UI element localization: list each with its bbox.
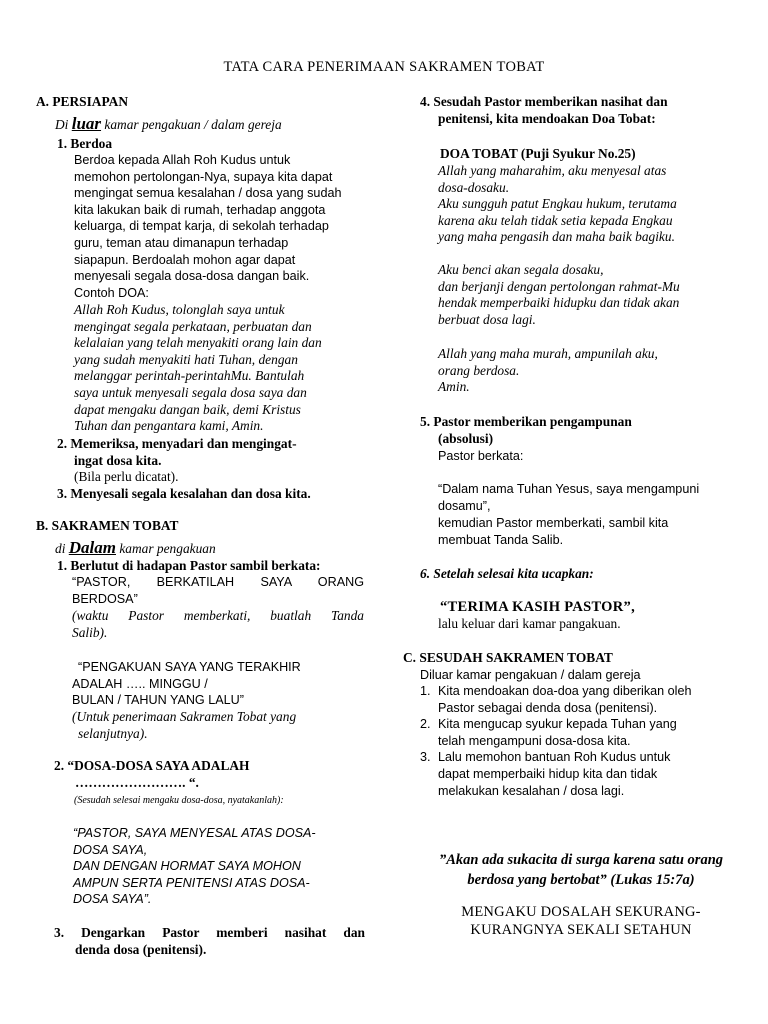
item-b6-quote: “TERIMA KASIH PASTOR”, [440, 599, 636, 615]
item-a3-heading: 3. Menyesali segala kesalahan dan dosa kita. [57, 486, 311, 501]
item-b1-note2: (Untuk penerimaan Sakramen Tobat yang selanjutnya). [72, 709, 297, 741]
item-a2-note: (Bila perlu dicatat). [74, 469, 179, 484]
section-a-heading: A. PERSIAPAN [36, 94, 129, 109]
item-b5-quote: “Dalam nama Tuhan Yesus, saya mengampuni dosamu”, [438, 482, 700, 513]
section-c-list [420, 683, 691, 799]
item-a2-heading: 2. Memeriksa, menyadari dan mengingat- ingat dosa kita. [57, 436, 297, 468]
item-b4-heading: 4. Sesudah Pastor memberikan nasihat dan penitensi, kita mendoakan Doa Tobat: [420, 94, 668, 126]
closing-statement: MENGAKU DOSALAH SEKURANG- KURANGNYA SEKALI SETAHUN [461, 904, 701, 938]
item-a1-text: Berdoa kepada Allah Roh Kudus untuk memohon pertolongan-Nya, supaya kita dapat mengingat semua kesalahan / dosa yang sudah kita lakukan baik di rumah, terhadap anggota keluarga, di tempat karja, di sekolah terhadap guru, teman atau dimanapun terhadap siapapun. Berdoalah mohon agar dapat menyesali segala dosa-dosa dangan baik. Contoh DOA: [74, 153, 342, 300]
section-c-subheading: Diluar kamar pengakuan / dalam gereja [420, 668, 641, 682]
section-c-heading: C. SESUDAH SAKRAMEN TOBAT [403, 650, 613, 665]
section-b-heading: B. SAKRAMEN TOBAT [36, 518, 179, 533]
item-b1-heading: 1. Berlutut di hadapan Pastor sambil berkata: [57, 558, 321, 573]
item-b1-quote: “PASTOR, BERKATILAH SAYA ORANG BERDOSA” [72, 575, 364, 606]
item-b1-quote2: “PENGAKUAN SAYA YANG TERAKHIR ADALAH ….. MINGGU / BULAN / TAHUN YANG LALU” [72, 660, 301, 708]
doa-tobat-title: DOA TOBAT (Puji Syukur No.25) [440, 146, 636, 161]
section-b-subheading: di Dalam kamar pengakuan [55, 538, 216, 557]
item-b1-note: (waktu Pastor memberkati, buatlah Tanda Salib). [72, 608, 364, 640]
doa-tobat-paragraph-3: Allah yang maha murah, ampunilah aku, orang berdosa. Amin. [438, 346, 658, 395]
item-b2-quote: “PASTOR, SAYA MENYESAL ATAS DOSA- DOSA SAYA, DAN DENGAN HORMAT SAYA MOHON AMPUN SERTA PENITENSI ATAS DOSA- DOSA SAYA”. [73, 826, 316, 907]
item-b5-text: Pastor berkata: [438, 449, 524, 463]
list-item: 1. Kita mendoakan doa-doa yang diberikan oleh Pastor sebagai denda dosa (penitensi). [420, 684, 692, 715]
item-b2-heading: 2. “DOSA-DOSA SAYA ADALAH ……………………. “. [54, 758, 250, 790]
doa-tobat-paragraph-2: Aku benci akan segala dosaku, dan berjanji dengan pertolongan rahmat-Mu hendak memperbaiki hidupku dan tidak akan berbuat dosa lagi. [438, 262, 680, 327]
item-b3-heading: 3. Dengarkan Pastor memberi nasihat dan denda dosa (penitensi). [54, 925, 365, 957]
item-b6-heading: 6. Setelah selesai kita ucapkan: [420, 566, 594, 581]
section-a-subheading: Di luar kamar pengakuan / dalam gereja [55, 114, 282, 133]
page-title: TATA CARA PENERIMAAN SAKRAMEN TOBAT [223, 59, 545, 75]
bible-quote: ”Akan ada sukacita di surga karena satu orang berdosa yang bertobat” (Lukas 15:7a) [438, 852, 724, 888]
doa-tobat-paragraph-1: Allah yang maharahim, aku menyesal atas dosa-dosaku. Aku sungguh patut Engkau hukum, terutama karena aku telah tidak setia kepada Engkau yang maha pengasih dan maha baik bagiku. [438, 163, 677, 245]
item-b5-text2: kemudian Pastor memberkati, sambil kita membuat Tanda Salib. [438, 516, 669, 547]
list-item: 3. Lalu memohon bantuan Roh Kudus untuk dapat memperbaiki hidup kita dan tidak melakukan kesalahan / dosa lagi. [420, 750, 671, 798]
item-a1-prayer: Allah Roh Kudus, tolonglah saya untuk mengingat segala perkataan, perbuatan dan kelalaian yang telah menyakiti orang lain dan yang sudah menyakiti hati Tuhan, dengan melanggar perintah-perintahMu. Bantulah saya untuk menyesali segala dosa saya dan dapat mengaku dangan baik, demi Kristus Tuhan dan pengantara kami, Amin. [74, 302, 322, 434]
item-b5-heading: 5. Pastor memberikan pengampunan (absolusi) [420, 414, 632, 446]
item-a1-heading: 1. Berdoa [57, 136, 113, 151]
item-b6-text: lalu keluar dari kamar pangakuan. [438, 616, 621, 631]
list-item: 2. Kita mengucap syukur kepada Tuhan yang telah mengampuni dosa-dosa kita. [420, 717, 677, 748]
item-b2-note: (Sesudah selesai mengaku dosa-dosa, nyatakanlah): [74, 795, 284, 806]
